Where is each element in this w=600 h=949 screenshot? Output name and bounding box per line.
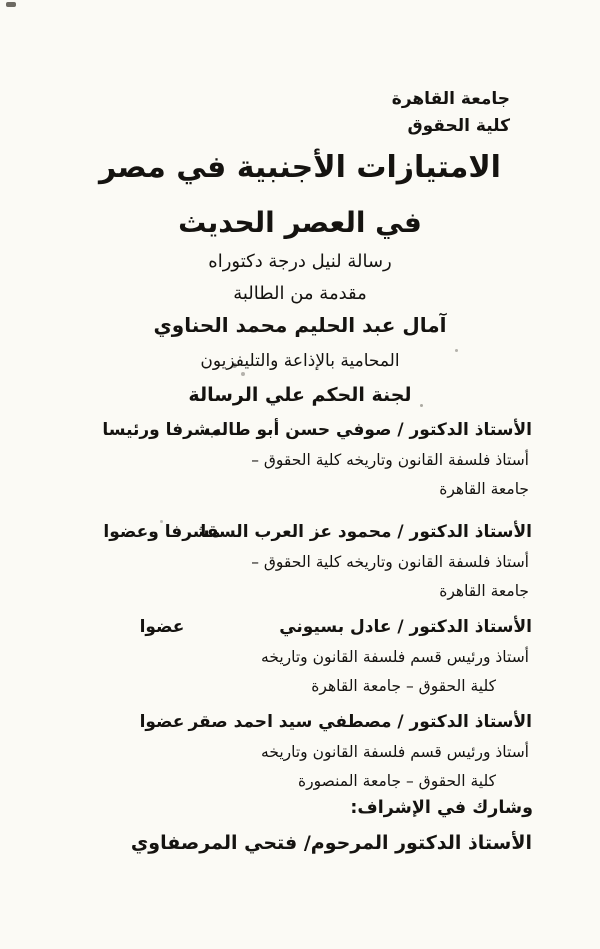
member-affiliation: كلية الحقوق – جامعة القاهرة [311, 677, 496, 695]
member-role: عضوا [139, 617, 185, 637]
institution-header [392, 86, 510, 140]
supervision-heading: وشارك في الإشراف: [350, 798, 533, 818]
scan-speck [241, 372, 245, 376]
author-title: المحامية بالإذاعة والتليفزيون [200, 351, 400, 371]
committee-heading: لجنة الحكم علي الرسالة [188, 384, 412, 406]
member-position: أستاذ فلسفة القانون وتاريخه كلية الحقوق – [251, 451, 529, 469]
university-name: جامعة القاهرة [391, 89, 510, 109]
member-name: الأستاذ الدكتور / مصطفي سيد احمد صقر [188, 712, 532, 732]
committee-member-row [0, 710, 600, 792]
member-name: الأستاذ الدكتور / محمود عز العرب السقا [200, 522, 532, 542]
member-affiliation: جامعة القاهرة [439, 480, 529, 498]
committee-member-row [0, 418, 600, 500]
member-role: مشرفا ورئيسا [102, 420, 222, 440]
thesis-title-line1: الامتيازات الأجنبية في مصر [99, 150, 501, 185]
member-position: أستاذ فلسفة القانون وتاريخه كلية الحقوق – [251, 553, 529, 571]
member-affiliation: كلية الحقوق – جامعة المنصورة [298, 772, 496, 790]
faculty-name: كلية الحقوق [407, 116, 510, 136]
thesis-title-line2: في العصر الحديث [178, 206, 422, 239]
member-name: الأستاذ الدكتور / صوفي حسن أبو طالب [203, 420, 532, 440]
member-position: أستاذ ورئيس قسم فلسفة القانون وتاريخه [261, 743, 529, 761]
committee-member-row [0, 615, 600, 697]
member-role: عضوا [139, 712, 185, 732]
member-affiliation: جامعة القاهرة [439, 582, 529, 600]
member-name: الأستاذ الدكتور / عادل بسيوني [279, 617, 532, 637]
member-position: أستاذ ورئيس قسم فلسفة القانون وتاريخه [261, 648, 529, 666]
scan-speck [6, 2, 16, 7]
author-name: آمال عبد الحليم محمد الحناوي [153, 313, 447, 337]
co-supervisor-name: الأستاذ الدكتور المرحوم/ فتحي المرصفاوي [130, 832, 532, 854]
submitted-by-line: مقدمة من الطالبة [233, 283, 367, 304]
thesis-type-line: رسالة لنيل درجة دكتوراه [208, 251, 392, 272]
committee-member-row [0, 520, 600, 602]
member-role: مشرفا وعضوا [103, 522, 221, 542]
